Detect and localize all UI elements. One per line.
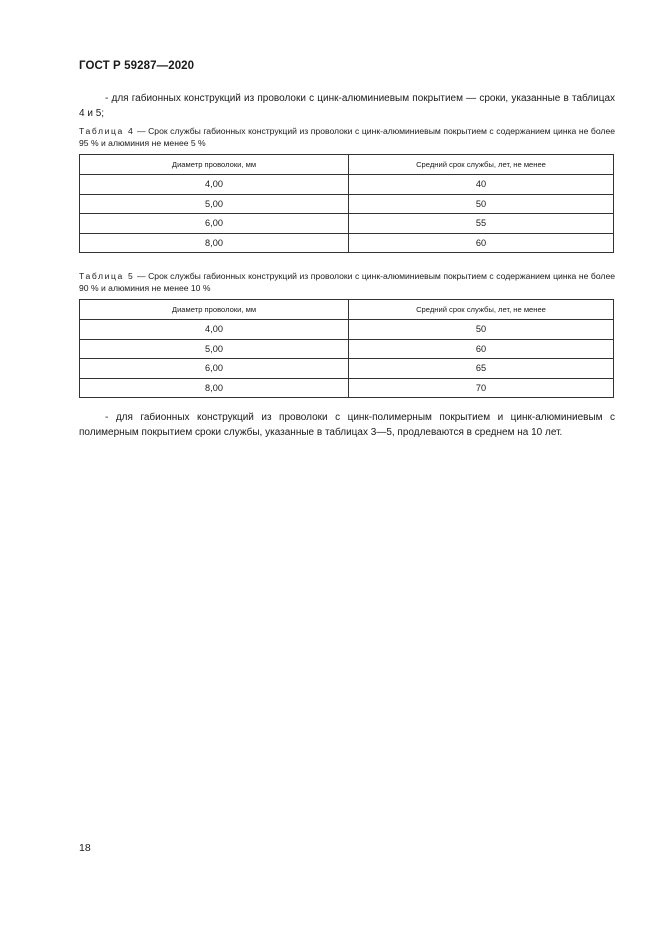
table4-cell-diameter: 4,00 [80,175,349,195]
table-row [80,359,614,379]
table-row [80,175,614,195]
table-row [80,233,614,253]
table4-header-row [80,155,614,175]
table4-caption [79,126,615,149]
table-row [80,320,614,340]
table4-caption-text: — Срок службы габионных конструкций из проволоки с цинк-алюминиевым покрытием с содержанием цинка не более 95 % и алюминия не менее 5 % [79,126,616,148]
table5-cell-diameter: 4,00 [80,320,349,340]
table4-header-diameter: Диаметр проволоки, мм [80,155,349,175]
standard-code: ГОСТ Р 59287—2020 [79,60,195,72]
intro-paragraph [79,91,615,121]
table5-header-diameter: Диаметр проволоки, мм [80,300,349,320]
intro-text: - для габионных конструкций из проволоки с цинк-алюминиевым покрытием — сроки, указанные в таблицах 4 и 5; [79,93,615,119]
table5-cell-diameter: 6,00 [80,359,349,379]
table5-cell-life: 70 [349,378,614,398]
table-row [80,378,614,398]
table5-cell-life: 65 [349,359,614,379]
table4-cell-life: 40 [349,175,614,195]
outro-text: - для габионных конструкций из проволоки с цинк-полимерным покрытием и цинк-алюминиевым с полимерным покрытием сроки службы, указанные в таблицах 3—5, продлеваются в среднем на 10 лет. [79,412,615,438]
table4-caption-label: Таблица 4 [79,126,135,136]
table4-cell-diameter: 5,00 [80,194,349,214]
table5-cell-diameter: 8,00 [80,378,349,398]
table5-cell-life: 60 [349,339,614,359]
table4 [79,154,614,253]
table-row [80,339,614,359]
table5-cell-diameter: 5,00 [80,339,349,359]
page-number: 18 [79,842,91,854]
outro-paragraph [79,410,615,440]
table-row [80,214,614,234]
table4-cell-life: 50 [349,194,614,214]
table-row [80,194,614,214]
table5-header-service-life: Средний срок службы, лет, не менее [349,300,614,320]
table4-cell-life: 60 [349,233,614,253]
table4-cell-diameter: 8,00 [80,233,349,253]
table5 [79,299,614,398]
table5-caption [79,271,615,294]
table4-cell-life: 55 [349,214,614,234]
table5-caption-label: Таблица 5 [79,271,135,281]
table5-cell-life: 50 [349,320,614,340]
table4-header-service-life: Средний срок службы, лет, не менее [349,155,614,175]
table5-header-row [80,300,614,320]
table5-caption-text: — Срок службы габионных конструкций из проволоки с цинк-алюминиевым покрытием с содержанием цинка не более 90 % и алюминия не менее 10 % [79,271,616,293]
table4-cell-diameter: 6,00 [80,214,349,234]
